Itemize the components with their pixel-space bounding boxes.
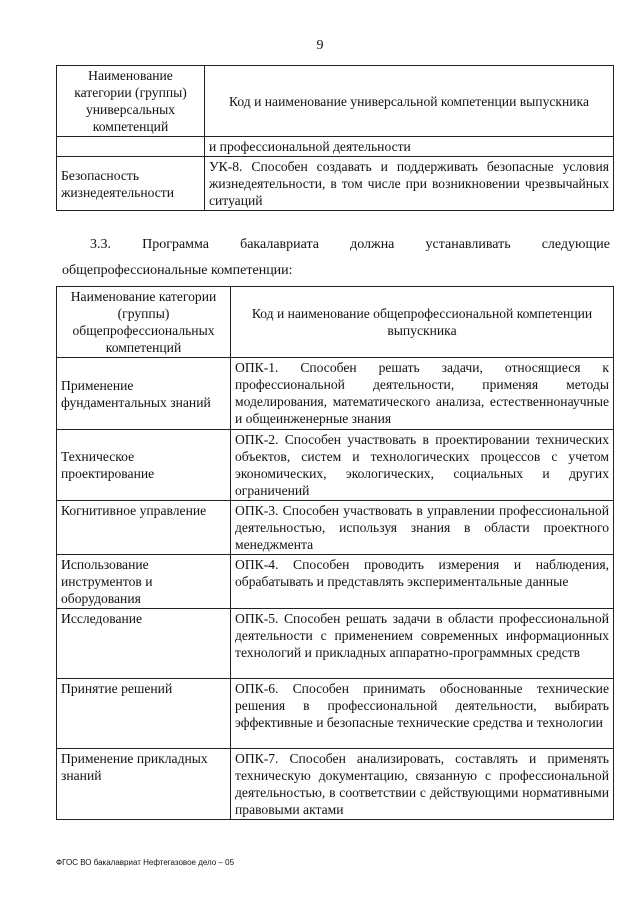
competence-cell: ОПК-2. Способен участвовать в проектировании технических объектов, систем и технологических процессов с учетом экономических, экологических, социальных и других ограничений	[231, 430, 614, 501]
table-row	[57, 749, 614, 820]
table-row	[57, 137, 614, 157]
section-line-1: 3.3. Программа бакалавриата должна устанавливать следующие	[90, 237, 610, 252]
competence-cell: ОПК-4. Способен проводить измерения и наблюдения, обрабатывать и представлять экспериментальные данные	[231, 555, 614, 609]
table-header-row	[57, 287, 614, 358]
competence-cell: ОПК-6. Способен принимать обоснованные технические решения в профессиональной деятельности, выбирать эффективные и безопасные технические средства и технологии	[231, 679, 614, 749]
category-cell: Исследование	[57, 609, 231, 679]
page-number: 9	[316, 38, 324, 53]
table-row	[57, 358, 614, 430]
universal-competencies-table	[56, 65, 614, 211]
table-row	[57, 157, 614, 211]
table-row	[57, 679, 614, 749]
category-cell: Применение прикладных знаний	[57, 749, 231, 820]
competence-cell: ОПК-1. Способен решать задачи, относящиеся к профессиональной деятельности, применяя методы моделирования, математического анализа, естественнонаучные и общеинженерные знания	[231, 358, 614, 430]
document-footer: ФГОС ВО бакалавриат Нефтегазовое дело – 05	[56, 858, 235, 867]
competence-cell: ОПК-3. Способен участвовать в управлении профессиональной деятельностью, используя знания в области проектного менеджмента	[231, 501, 614, 555]
category-cell	[57, 137, 205, 157]
table-row	[57, 609, 614, 679]
competence-cell: ОПК-5. Способен решать задачи в области профессиональной деятельности с применением современных информационных технологий и прикладных аппаратно-программных средств	[231, 609, 614, 679]
header-competence: Код и наименование общепрофессиональной компетенции выпускника	[231, 287, 614, 358]
table-row	[57, 501, 614, 555]
section-line-2: общепрофессиональные компетенции:	[62, 263, 293, 278]
category-cell: Когнитивное управление	[57, 501, 231, 555]
category-cell: Использование инструментов и оборудования	[57, 555, 231, 609]
general-professional-competencies-table	[56, 286, 614, 820]
table-row	[57, 430, 614, 501]
table-header-row	[57, 66, 614, 137]
competence-cell: ОПК-7. Способен анализировать, составлять и применять техническую документацию, связанную с профессиональной деятельностью, в соответствии с действующими нормативными правовыми актами	[231, 749, 614, 820]
category-cell: Безопасность жизнедеятельности	[57, 157, 205, 211]
category-cell: Принятие решений	[57, 679, 231, 749]
category-cell: Техническое проектирование	[57, 430, 231, 501]
section-3-3	[62, 232, 610, 284]
table-row	[57, 555, 614, 609]
category-cell: Применение фундаментальных знаний	[57, 358, 231, 430]
header-competence: Код и наименование универсальной компетенции выпускника	[205, 66, 614, 137]
header-category: Наименование категории (группы) универсальных компетенций	[57, 66, 205, 137]
competence-cell: УК-8. Способен создавать и поддерживать безопасные условия жизнедеятельности, в том числе при возникновении чрезвычайных ситуаций	[205, 157, 614, 211]
header-category: Наименование категории (группы) общепрофессиональных компетенций	[57, 287, 231, 358]
competence-cell: и профессиональной деятельности	[205, 137, 614, 157]
